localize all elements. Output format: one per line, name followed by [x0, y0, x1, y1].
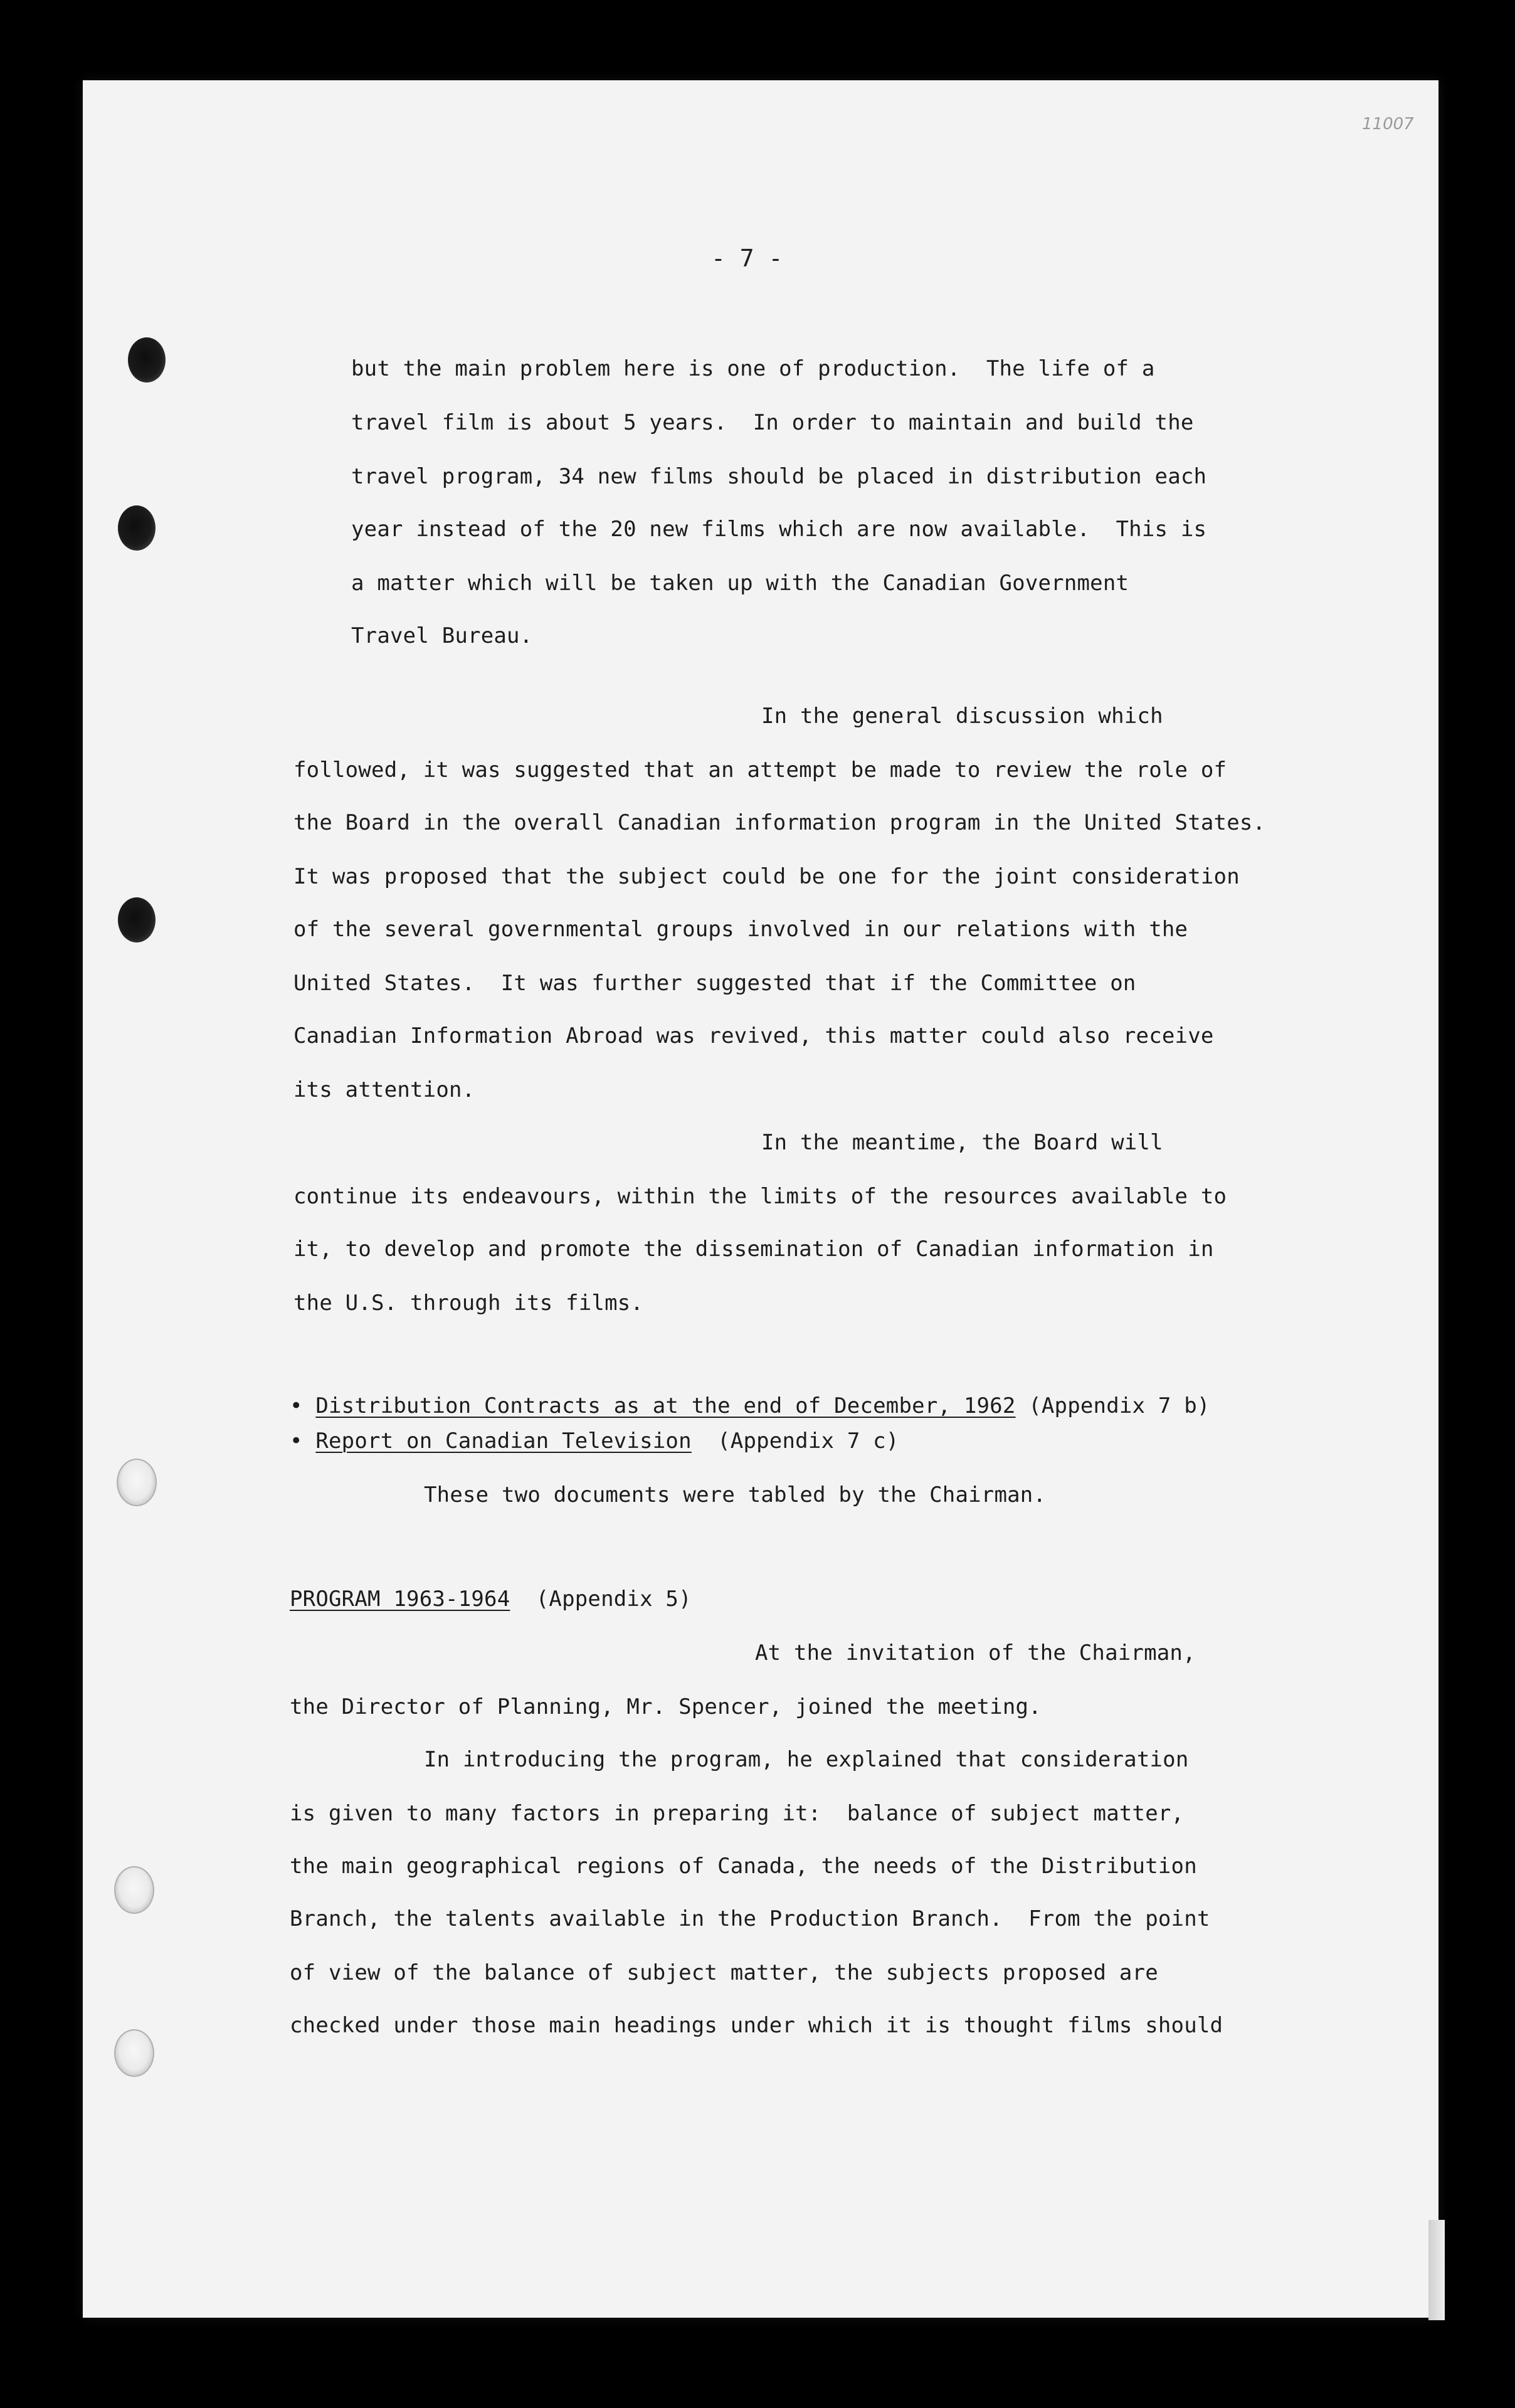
archive-reference-number: 11007 — [1362, 115, 1414, 134]
text-line: continue its endeavours, within the limits of the resources available to — [293, 1184, 1227, 1209]
bullet-icon: • — [290, 1428, 303, 1454]
text-line: the Director of Planning, Mr. Spencer, joined the meeting. — [290, 1694, 1042, 1719]
section-heading-title: PROGRAM 1963-1964 — [290, 1587, 510, 1612]
list-item — [290, 1393, 1210, 1418]
text-line: United States. It was further suggested that if the Committee on — [293, 971, 1136, 996]
text-line: the U.S. through its films. — [293, 1291, 644, 1316]
text-line: checked under those main headings under which it is thought films should — [290, 2013, 1223, 2038]
text-line: Canadian Information Abroad was revived, this matter could also receive — [293, 1023, 1214, 1048]
bullet-title: Report on Canadian Television — [315, 1428, 692, 1454]
text-line: it, to develop and promote the dissemination of Canadian information in — [293, 1237, 1214, 1262]
text-line: Branch, the talents available in the Production Branch. From the point — [290, 1906, 1210, 1931]
text-line: followed, it was suggested that an attempt be made to review the role of — [293, 758, 1227, 783]
text-line: the Board in the overall Canadian information program in the United States. — [293, 810, 1266, 835]
bullet-icon: • — [290, 1393, 303, 1418]
page-number: - 7 - — [711, 245, 783, 272]
bullet-title: Distribution Contracts as at the end of December, 1962 — [315, 1393, 1016, 1418]
text-line: a matter which will be taken up with the Canadian Government — [351, 571, 1129, 596]
text-line: Travel Bureau. — [351, 623, 533, 648]
text-line: its attention. — [293, 1077, 475, 1102]
text-line: of the several governmental groups involved in our relations with the — [293, 917, 1188, 942]
section-heading-appendix: (Appendix 5) — [536, 1587, 692, 1612]
text-line: the main geographical regions of Canada, the needs of the Distribution — [290, 1854, 1197, 1879]
punch-hole-icon — [117, 1459, 157, 1506]
text-line: year instead of the 20 new films which are now available. This is — [351, 517, 1207, 542]
punch-hole-icon — [114, 2029, 154, 2077]
punch-hole-icon — [118, 897, 156, 943]
tabled-note: These two documents were tabled by the Chairman. — [424, 1482, 1047, 1508]
text-line: is given to many factors in preparing it: balance of subject matter, — [290, 1801, 1185, 1826]
text-line: but the main problem here is one of production. The life of a — [351, 356, 1155, 381]
punch-hole-icon — [114, 1866, 154, 1914]
text-line: It was proposed that the subject could be one for the joint consideration — [293, 864, 1240, 889]
text-line: of view of the balance of subject matter, the subjects proposed are — [290, 1960, 1158, 1985]
bullet-appendix: (Appendix 7 b) — [1028, 1393, 1210, 1418]
bullet-appendix: (Appendix 7 c) — [717, 1428, 899, 1454]
punch-hole-icon — [128, 337, 166, 383]
document-page — [83, 80, 1438, 2318]
text-line: travel film is about 5 years. In order to maintain and build the — [351, 410, 1194, 435]
text-line: travel program, 34 new films should be placed in distribution each — [351, 464, 1207, 489]
page-edge-shadow — [1428, 2220, 1445, 2320]
section-heading — [290, 1587, 692, 1612]
text-line: In the general discussion which — [761, 704, 1163, 729]
punch-hole-icon — [118, 505, 156, 551]
text-line: In introducing the program, he explained that consideration — [424, 1747, 1189, 1772]
text-line: At the invitation of the Chairman, — [755, 1640, 1196, 1666]
list-item — [290, 1428, 899, 1454]
text-line: In the meantime, the Board will — [761, 1130, 1163, 1155]
